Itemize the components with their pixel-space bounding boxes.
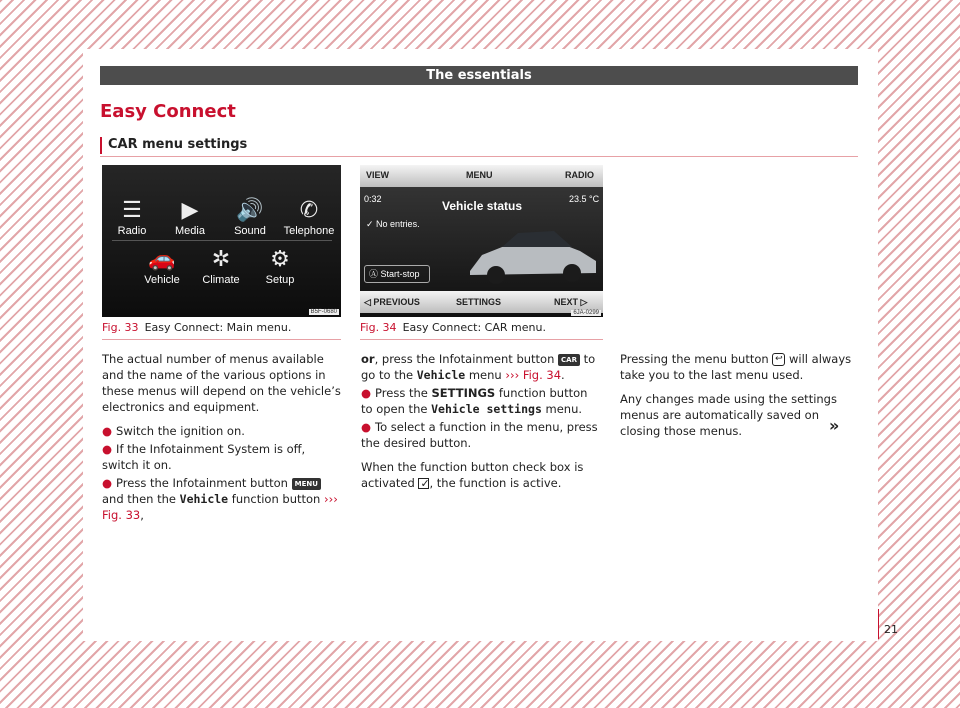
previous-button: ◁ PREVIOUS: [364, 297, 420, 307]
punctuation: .: [561, 368, 565, 382]
figure-reference-link[interactable]: ››› Fig. 34: [505, 368, 562, 382]
bullet-text: function button: [231, 492, 321, 506]
paragraph-text: menu: [468, 368, 502, 382]
bullet-icon: ●: [102, 442, 113, 456]
time: 0:32: [364, 194, 382, 204]
tile-label: Telephone: [283, 225, 335, 237]
caption-fig34: [360, 320, 603, 340]
top-bar: [360, 165, 603, 187]
bullet-text: To select a function in the menu, press the desired button.: [361, 420, 598, 450]
caption-fig33: [102, 320, 341, 340]
function-button-name: Vehicle: [179, 492, 229, 506]
bullet-item: [361, 385, 601, 417]
paragraph-text: will always take you to the last menu used.: [620, 352, 852, 382]
figure-car-menu: [360, 165, 603, 317]
bullet-icon: ●: [102, 424, 113, 438]
figure-main-menu: [102, 165, 341, 317]
front-wheel: [487, 266, 505, 284]
subsection-title: CAR menu settings: [100, 137, 858, 157]
paragraph-text: Pressing the menu button: [620, 352, 769, 366]
bullet-text: menu.: [545, 402, 583, 416]
bullet-item: [102, 423, 342, 439]
tile-vehicle: [132, 244, 192, 286]
back-menu-icon: ↩: [772, 353, 785, 366]
paragraph-text: to go to the: [361, 352, 596, 382]
settings-saved-paragraph: Any changes made using the settings menus are automatically saved on closing those menus.: [620, 392, 837, 438]
start-stop-label: Start-stop: [380, 269, 420, 279]
car-image: [462, 219, 602, 289]
bullet-text: If the Infotainment System is off, switch it on.: [102, 442, 306, 472]
caption-text: Easy Connect: Main menu.: [144, 321, 292, 334]
gear-icon: ⚙: [270, 246, 290, 271]
menu-name: Vehicle: [416, 368, 466, 382]
text-column-1: [102, 351, 342, 525]
or-text: or: [361, 352, 375, 366]
tile-label: Setup: [265, 274, 295, 286]
divider: [112, 240, 332, 241]
start-stop-button: [364, 265, 430, 283]
car-windows: [502, 231, 572, 247]
tile-setup: [250, 244, 310, 286]
function-button-name: SETTINGS: [431, 386, 496, 400]
paragraph-text: When the function button check box is activated: [361, 460, 584, 490]
paragraph-text: , press the Infotainment button: [374, 352, 555, 366]
checkbox-icon: [418, 478, 429, 489]
menu-name: Vehicle settings: [431, 402, 542, 416]
radio-icon: ☰: [122, 197, 142, 222]
settings-button: SETTINGS: [456, 297, 502, 307]
figure-code: 6JA-0299: [573, 310, 599, 316]
intro-paragraph: The actual number of menus available and the name of the various options in these menus will depend on the vehicle’s electronics and equipment.: [102, 352, 341, 414]
bullet-text: function button to open the: [361, 386, 588, 416]
bottom-bar: [360, 291, 603, 313]
phone-icon: ✆: [299, 197, 319, 222]
bullet-icon: ●: [361, 386, 372, 400]
bullet-icon: ●: [361, 420, 372, 434]
tile-radio: [102, 195, 162, 237]
bullet-icon: ●: [102, 476, 113, 490]
radio-button: RADIO: [565, 170, 594, 180]
figure-code: B5F-0680: [310, 309, 337, 315]
bullet-text: Switch the ignition on.: [116, 424, 245, 438]
section-title: Easy Connect: [100, 101, 236, 122]
text-column-2: [361, 351, 601, 499]
play-icon: ▶: [181, 197, 199, 222]
checkbox-paragraph: [361, 459, 601, 491]
paragraph-text: , the function is active.: [429, 476, 562, 490]
bullet-text: Press the Infotainment button: [116, 476, 288, 490]
menu-button-paragraph: [620, 351, 860, 383]
bullet-text: and then the: [102, 492, 176, 506]
figure-number: Fig. 34: [360, 321, 397, 334]
tile-label: Vehicle: [144, 274, 180, 286]
bullet-item: [361, 419, 601, 451]
caption-text: Easy Connect: CAR menu.: [402, 321, 546, 334]
menu-key-icon: MENU: [292, 478, 321, 490]
bullet-item: [102, 441, 342, 473]
temperature: 23.5 °C: [569, 194, 600, 204]
tile-sound: [220, 195, 280, 237]
text-column-3: [620, 351, 860, 447]
next-button: NEXT ▷: [554, 297, 588, 307]
view-button: VIEW: [366, 170, 390, 180]
rear-wheel: [563, 264, 581, 282]
or-paragraph: [361, 351, 601, 383]
tile-climate: [191, 244, 251, 286]
chapter-header: The essentials: [100, 66, 858, 85]
punctuation: ,: [140, 508, 144, 522]
menu-button: MENU: [466, 170, 493, 180]
tile-media: [160, 195, 220, 237]
speaker-icon: 🔊: [236, 197, 264, 222]
no-entries-text: No entries.: [376, 219, 420, 229]
bullet-item: [102, 475, 342, 523]
bullet-text: Press the: [375, 386, 428, 400]
tile-telephone: [279, 195, 339, 237]
car-icon: 🚗: [148, 246, 176, 271]
check-icon: ✓: [366, 219, 377, 229]
start-stop-icon: Ⓐ: [369, 269, 381, 279]
no-entries: [366, 219, 420, 230]
tile-label: Sound: [234, 225, 266, 237]
fan-icon: ✲: [211, 246, 231, 271]
tile-label: Climate: [202, 274, 240, 286]
page-number: 21: [884, 623, 898, 636]
car-key-icon: CAR: [558, 354, 580, 366]
figure-reference-link[interactable]: ››› Fig. 33: [102, 492, 338, 522]
tile-label: Radio: [117, 225, 147, 237]
vehicle-status-title: Vehicle status: [442, 199, 523, 213]
continue-icon: »: [829, 416, 840, 435]
figure-number: Fig. 33: [102, 321, 139, 334]
tile-label: Media: [175, 225, 205, 237]
